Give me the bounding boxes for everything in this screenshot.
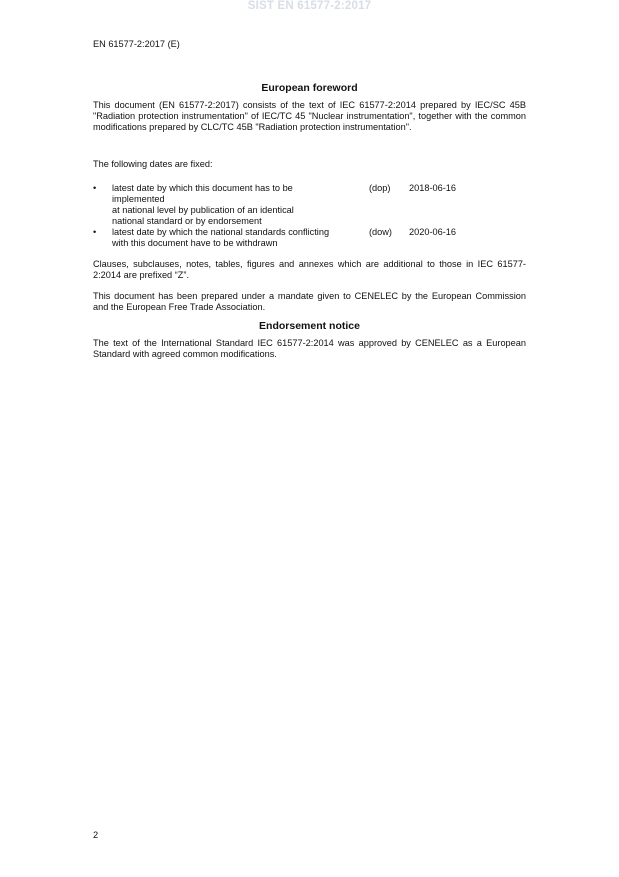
bullet-icon: • <box>93 183 97 193</box>
mandate-paragraph: This document has been prepared under a mandate given to CENELEC by the European Commission and the European Free Trade Association. <box>93 291 526 312</box>
date-item-dop <box>93 183 526 227</box>
date-description-line: at national level by publication of an identical <box>112 205 294 215</box>
date-description-line: latest date by which the national standards conflicting <box>112 227 330 237</box>
date-description <box>112 183 362 227</box>
dates-intro: The following dates are fixed: <box>93 159 213 169</box>
date-description-line: with this document have to be withdrawn <box>112 238 278 248</box>
bullet-icon: • <box>93 227 97 237</box>
document-id-header: EN 61577-2:2017 (E) <box>93 39 180 49</box>
foreword-title: European foreword <box>261 82 358 94</box>
date-abbreviation: (dow) <box>369 227 392 237</box>
endorsement-text: The text of the International Standard IEC 61577-2:2014 was approved by CENELEC as a European Standard with agreed common modifications. <box>93 338 526 359</box>
date-item-dow <box>93 227 526 249</box>
date-description <box>112 227 362 249</box>
date-description-line: national standard or by endorsement <box>112 216 262 226</box>
endorsement-title: Endorsement notice <box>259 320 360 332</box>
watermark: SIST EN 61577-2:2017 <box>247 0 372 12</box>
foreword-intro: This document (EN 61577-2:2017) consists of the text of IEC 61577-2:2014 prepared by IEC/SC 45B "Radiation protection instrumentation" of IEC/TC 45 "Nuclear instrumentation", together with the common modifications prepared by CLC/TC 45B "Radiation protection instrumentation". <box>93 100 526 132</box>
date-description-line: implemented <box>112 194 165 204</box>
date-value: 2020-06-16 <box>409 227 456 237</box>
dates-list <box>93 183 526 249</box>
page-content <box>93 82 526 360</box>
date-abbreviation: (dop) <box>369 183 391 193</box>
date-description-line: latest date by which this document has to be <box>112 183 293 193</box>
clauses-paragraph: Clauses, subclauses, notes, tables, figures and annexes which are additional to those in IEC 61577-2:2014 are prefixed “Z”. <box>93 259 526 280</box>
date-value: 2018-06-16 <box>409 183 456 193</box>
page-number: 2 <box>93 830 99 840</box>
